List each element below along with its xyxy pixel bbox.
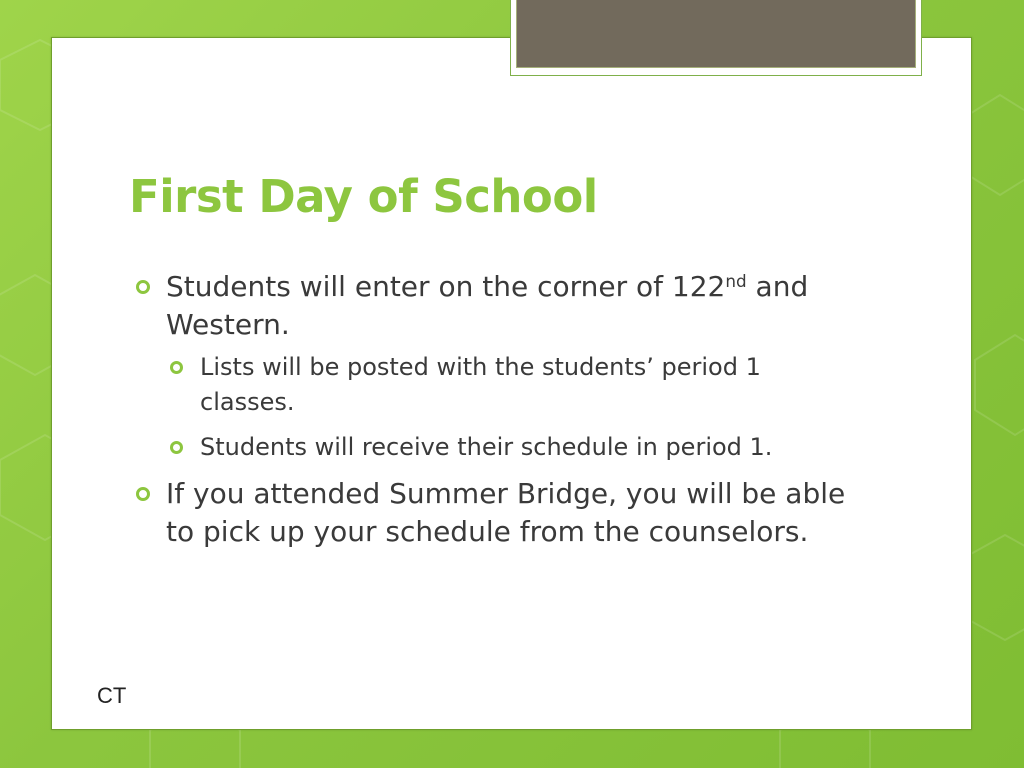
bullet-1-text-after: and Western.: [166, 270, 809, 341]
bullet-1-text-before: Students will enter on the corner of 122: [166, 270, 726, 303]
sub-bullet-2-text: Students will receive their schedule in period 1.: [200, 433, 773, 461]
footer-initials: CT: [97, 683, 127, 708]
bullet-circle-icon: [136, 487, 150, 501]
sub-bullet-1-text: Lists will be posted with the students’ period 1 classes.: [200, 353, 761, 416]
bullet-2-text: If you attended Summer Bridge, you will be able to pick up your schedule from the counselors.: [166, 477, 846, 548]
bullet-item-1: [130, 268, 856, 344]
bullet-circle-icon: [170, 441, 183, 454]
bullet-circle-icon: [136, 280, 150, 294]
slide-title: First Day of School: [129, 170, 598, 223]
bullet-circle-icon: [170, 361, 183, 374]
sub-bullet-item-2: [166, 430, 852, 465]
bullet-1-superscript: nd: [725, 270, 747, 291]
bullet-item-2: [130, 475, 866, 551]
slide-body: [130, 268, 890, 557]
header-tab-block: [516, 0, 916, 68]
sub-bullet-item-1: [166, 350, 852, 420]
